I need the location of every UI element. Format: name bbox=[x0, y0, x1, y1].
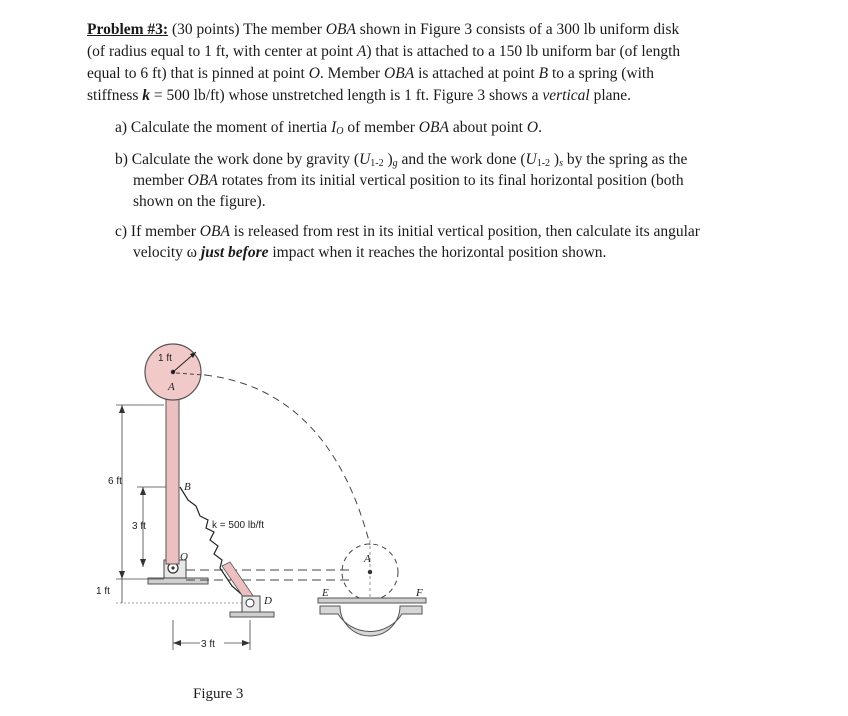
problem-text: = 500 lb/ft) whose unstretched length is 1 ft. Figure 3 shows a bbox=[150, 87, 543, 104]
problem-text: shown in Figure 3 consists of a 300 lb uniform disk bbox=[355, 21, 680, 38]
dim-arrow bbox=[173, 640, 181, 646]
part-b-text: shown on the figure). bbox=[133, 193, 266, 210]
work-subscript: 1-2 bbox=[370, 158, 384, 169]
part-b-text: rotates from its initial vertical position to its final horizontal position (both bbox=[217, 172, 684, 189]
label-O: O bbox=[180, 551, 188, 563]
problem-text: to a spring (with bbox=[548, 65, 654, 82]
problem-text: . Member bbox=[319, 65, 385, 82]
label-3ft: 3 ft bbox=[132, 521, 146, 532]
part-b-text: b) Calculate the work done by gravity ( bbox=[115, 151, 360, 168]
problem-text: (of radius equal to 1 ft, with center at point bbox=[87, 43, 357, 60]
dim-arrow bbox=[242, 640, 250, 646]
label-F: F bbox=[416, 587, 423, 599]
problem-text: plane. bbox=[589, 87, 632, 104]
part-b-text: ) bbox=[383, 151, 393, 168]
part-b-text: and the work done ( bbox=[397, 151, 526, 168]
part-a-text: of member bbox=[343, 119, 419, 136]
part-c-text: c) If member bbox=[115, 223, 200, 240]
label-1ft: 1 ft bbox=[96, 586, 110, 597]
dim-arrow bbox=[140, 559, 146, 567]
problem-heading: Problem #3: bbox=[87, 21, 169, 38]
member-name: OBA bbox=[325, 21, 356, 38]
part-a-text: . bbox=[538, 119, 542, 136]
part-a-text: about point bbox=[448, 119, 527, 136]
curved-seat bbox=[320, 606, 422, 636]
label-E: E bbox=[322, 587, 329, 599]
bar-OBA bbox=[166, 398, 179, 564]
point-name: A bbox=[356, 43, 367, 60]
pin-D bbox=[246, 599, 254, 607]
spring-subscript: s bbox=[559, 158, 563, 169]
point-name: B bbox=[538, 65, 549, 82]
point-name: O bbox=[526, 119, 539, 136]
part-b-text: by the spring as the bbox=[563, 151, 688, 168]
dim-arrow bbox=[119, 571, 125, 579]
label-A-final: A bbox=[364, 553, 371, 565]
problem-text: (30 points) The member bbox=[168, 21, 326, 38]
inertia-subscript: O bbox=[336, 126, 344, 137]
work-subscript: 1-2 bbox=[536, 158, 551, 169]
work-symbol: U bbox=[525, 151, 537, 168]
member-name: OBA bbox=[187, 172, 218, 189]
label-B: B bbox=[184, 481, 191, 493]
inertia-symbol: I bbox=[331, 119, 337, 136]
pin-O-center bbox=[171, 566, 174, 569]
stiffness-symbol: k bbox=[142, 87, 151, 104]
label-1ft-radius: 1 ft bbox=[158, 353, 172, 364]
stop-platform bbox=[318, 598, 426, 603]
part-b-text: ) bbox=[550, 151, 560, 168]
part-c-text: velocity ω bbox=[133, 244, 201, 261]
gravity-subscript: g bbox=[392, 158, 398, 169]
label-3ft-bottom: 3 ft bbox=[201, 639, 215, 650]
label-6ft: 6 ft bbox=[108, 476, 122, 487]
problem-text: ) that is attached to a 150 lb uniform bar (of length bbox=[366, 43, 681, 60]
part-b-text: member bbox=[133, 172, 188, 189]
part-a-text: a) Calculate the moment of inertia bbox=[115, 119, 332, 136]
part-c-text: impact when it reaches the horizontal position shown. bbox=[268, 244, 607, 261]
problem-text: stiffness bbox=[87, 87, 143, 104]
problem-text: is attached at point bbox=[414, 65, 539, 82]
work-symbol: U bbox=[359, 151, 371, 168]
member-name: OBA bbox=[418, 119, 449, 136]
label-D: D bbox=[264, 595, 272, 607]
ground-D bbox=[230, 612, 274, 617]
label-A: A bbox=[168, 381, 175, 393]
member-name: OBA bbox=[384, 65, 415, 82]
problem-text: equal to 6 ft) that is pinned at point bbox=[87, 65, 309, 82]
emphasis: vertical bbox=[542, 87, 590, 104]
point-name: O bbox=[308, 65, 320, 82]
member-name: OBA bbox=[199, 223, 230, 240]
dim-arrow bbox=[140, 487, 146, 495]
part-c-text: is released from rest in its initial vertical position, then calculate its angular bbox=[229, 223, 700, 240]
figure-caption: Figure 3 bbox=[193, 686, 244, 702]
label-spring-k: k = 500 lb/ft bbox=[212, 520, 264, 531]
emphasis: just before bbox=[200, 244, 269, 261]
dim-arrow bbox=[119, 405, 125, 413]
